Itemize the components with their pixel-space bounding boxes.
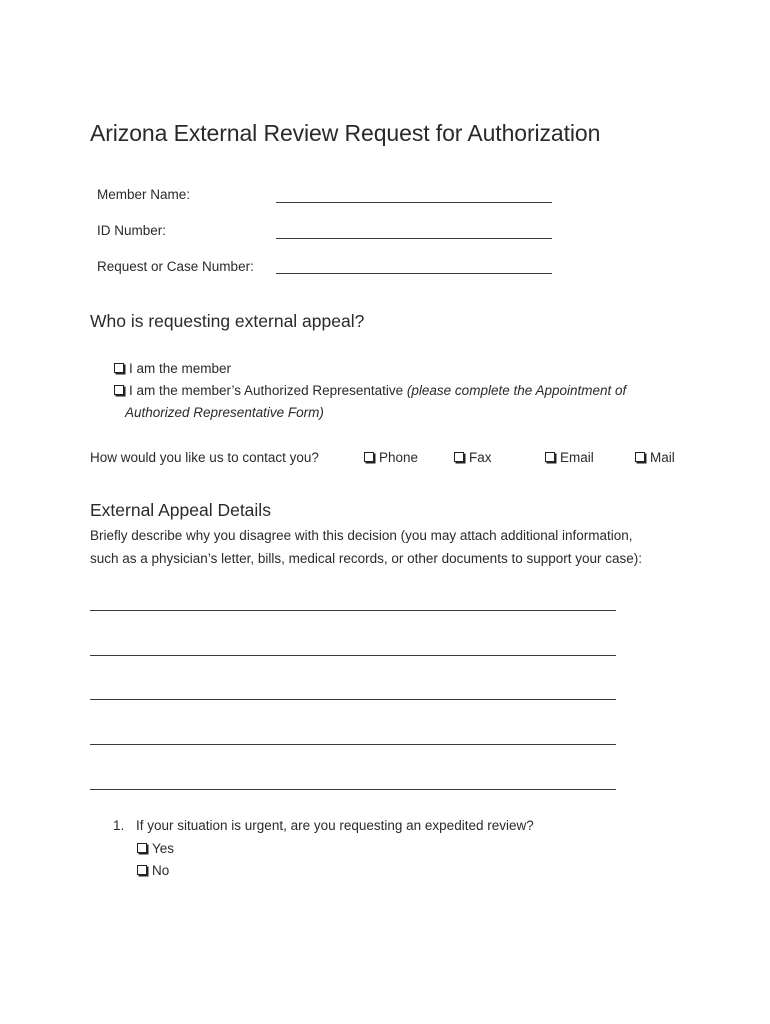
appeal-details-heading: External Appeal Details (90, 500, 271, 520)
contact-option-label: Phone (379, 450, 419, 465)
appeal-description-line1: Briefly describe why you disagree with this decision (you may attach additional information, (90, 528, 633, 543)
option-representative-label: I am the member’s Authorized Representative (129, 383, 404, 398)
contact-option-label: Mail (650, 450, 675, 465)
contact-option-label: Email (560, 450, 594, 465)
contact-question: How would you like us to contact you? (90, 450, 319, 465)
writing-line[interactable] (90, 699, 616, 700)
id-number-field[interactable] (276, 238, 552, 239)
checkbox-icon[interactable] (137, 843, 147, 853)
checkbox-icon[interactable] (635, 452, 645, 462)
checkbox-icon[interactable] (114, 385, 124, 395)
id-number-label: ID Number: (97, 223, 167, 238)
contact-option-phone[interactable] (364, 450, 418, 465)
writing-line[interactable] (90, 789, 616, 790)
urgent-question-number: 1. (113, 818, 125, 833)
writing-line[interactable] (90, 744, 616, 745)
writing-line[interactable] (90, 610, 616, 611)
contact-option-fax[interactable] (454, 450, 492, 465)
case-number-field[interactable] (276, 273, 552, 274)
option-member-label: I am the member (129, 361, 232, 376)
urgent-option-label: Yes (152, 841, 175, 856)
urgent-question: If your situation is urgent, are you requesting an expedited review? (136, 818, 534, 833)
appeal-description-line2: such as a physician’s letter, bills, medical records, or other documents to support your case): (90, 551, 643, 566)
checkbox-icon[interactable] (545, 452, 555, 462)
contact-option-email[interactable] (545, 450, 594, 465)
option-representative-note: (please complete the Appointment of (406, 383, 627, 398)
option-member[interactable] (114, 361, 231, 376)
checkbox-icon[interactable] (114, 363, 124, 373)
urgent-option-label: No (152, 863, 170, 878)
urgent-option-yes[interactable] (137, 841, 174, 856)
form-title: Arizona External Review Request for Authorization (90, 120, 601, 146)
option-representative-note-cont: Authorized Representative Form) (125, 405, 324, 420)
case-number-label: Request or Case Number: (97, 259, 254, 274)
contact-option-label: Fax (469, 450, 492, 465)
urgent-option-no[interactable] (137, 863, 169, 878)
checkbox-icon[interactable] (364, 452, 374, 462)
checkbox-icon[interactable] (454, 452, 464, 462)
checkbox-icon[interactable] (137, 865, 147, 875)
writing-line[interactable] (90, 655, 616, 656)
option-representative[interactable] (114, 383, 626, 398)
member-name-label: Member Name: (97, 187, 191, 202)
member-name-field[interactable] (276, 202, 552, 203)
requester-heading: Who is requesting external appeal? (90, 311, 365, 331)
contact-option-mail[interactable] (635, 450, 675, 465)
